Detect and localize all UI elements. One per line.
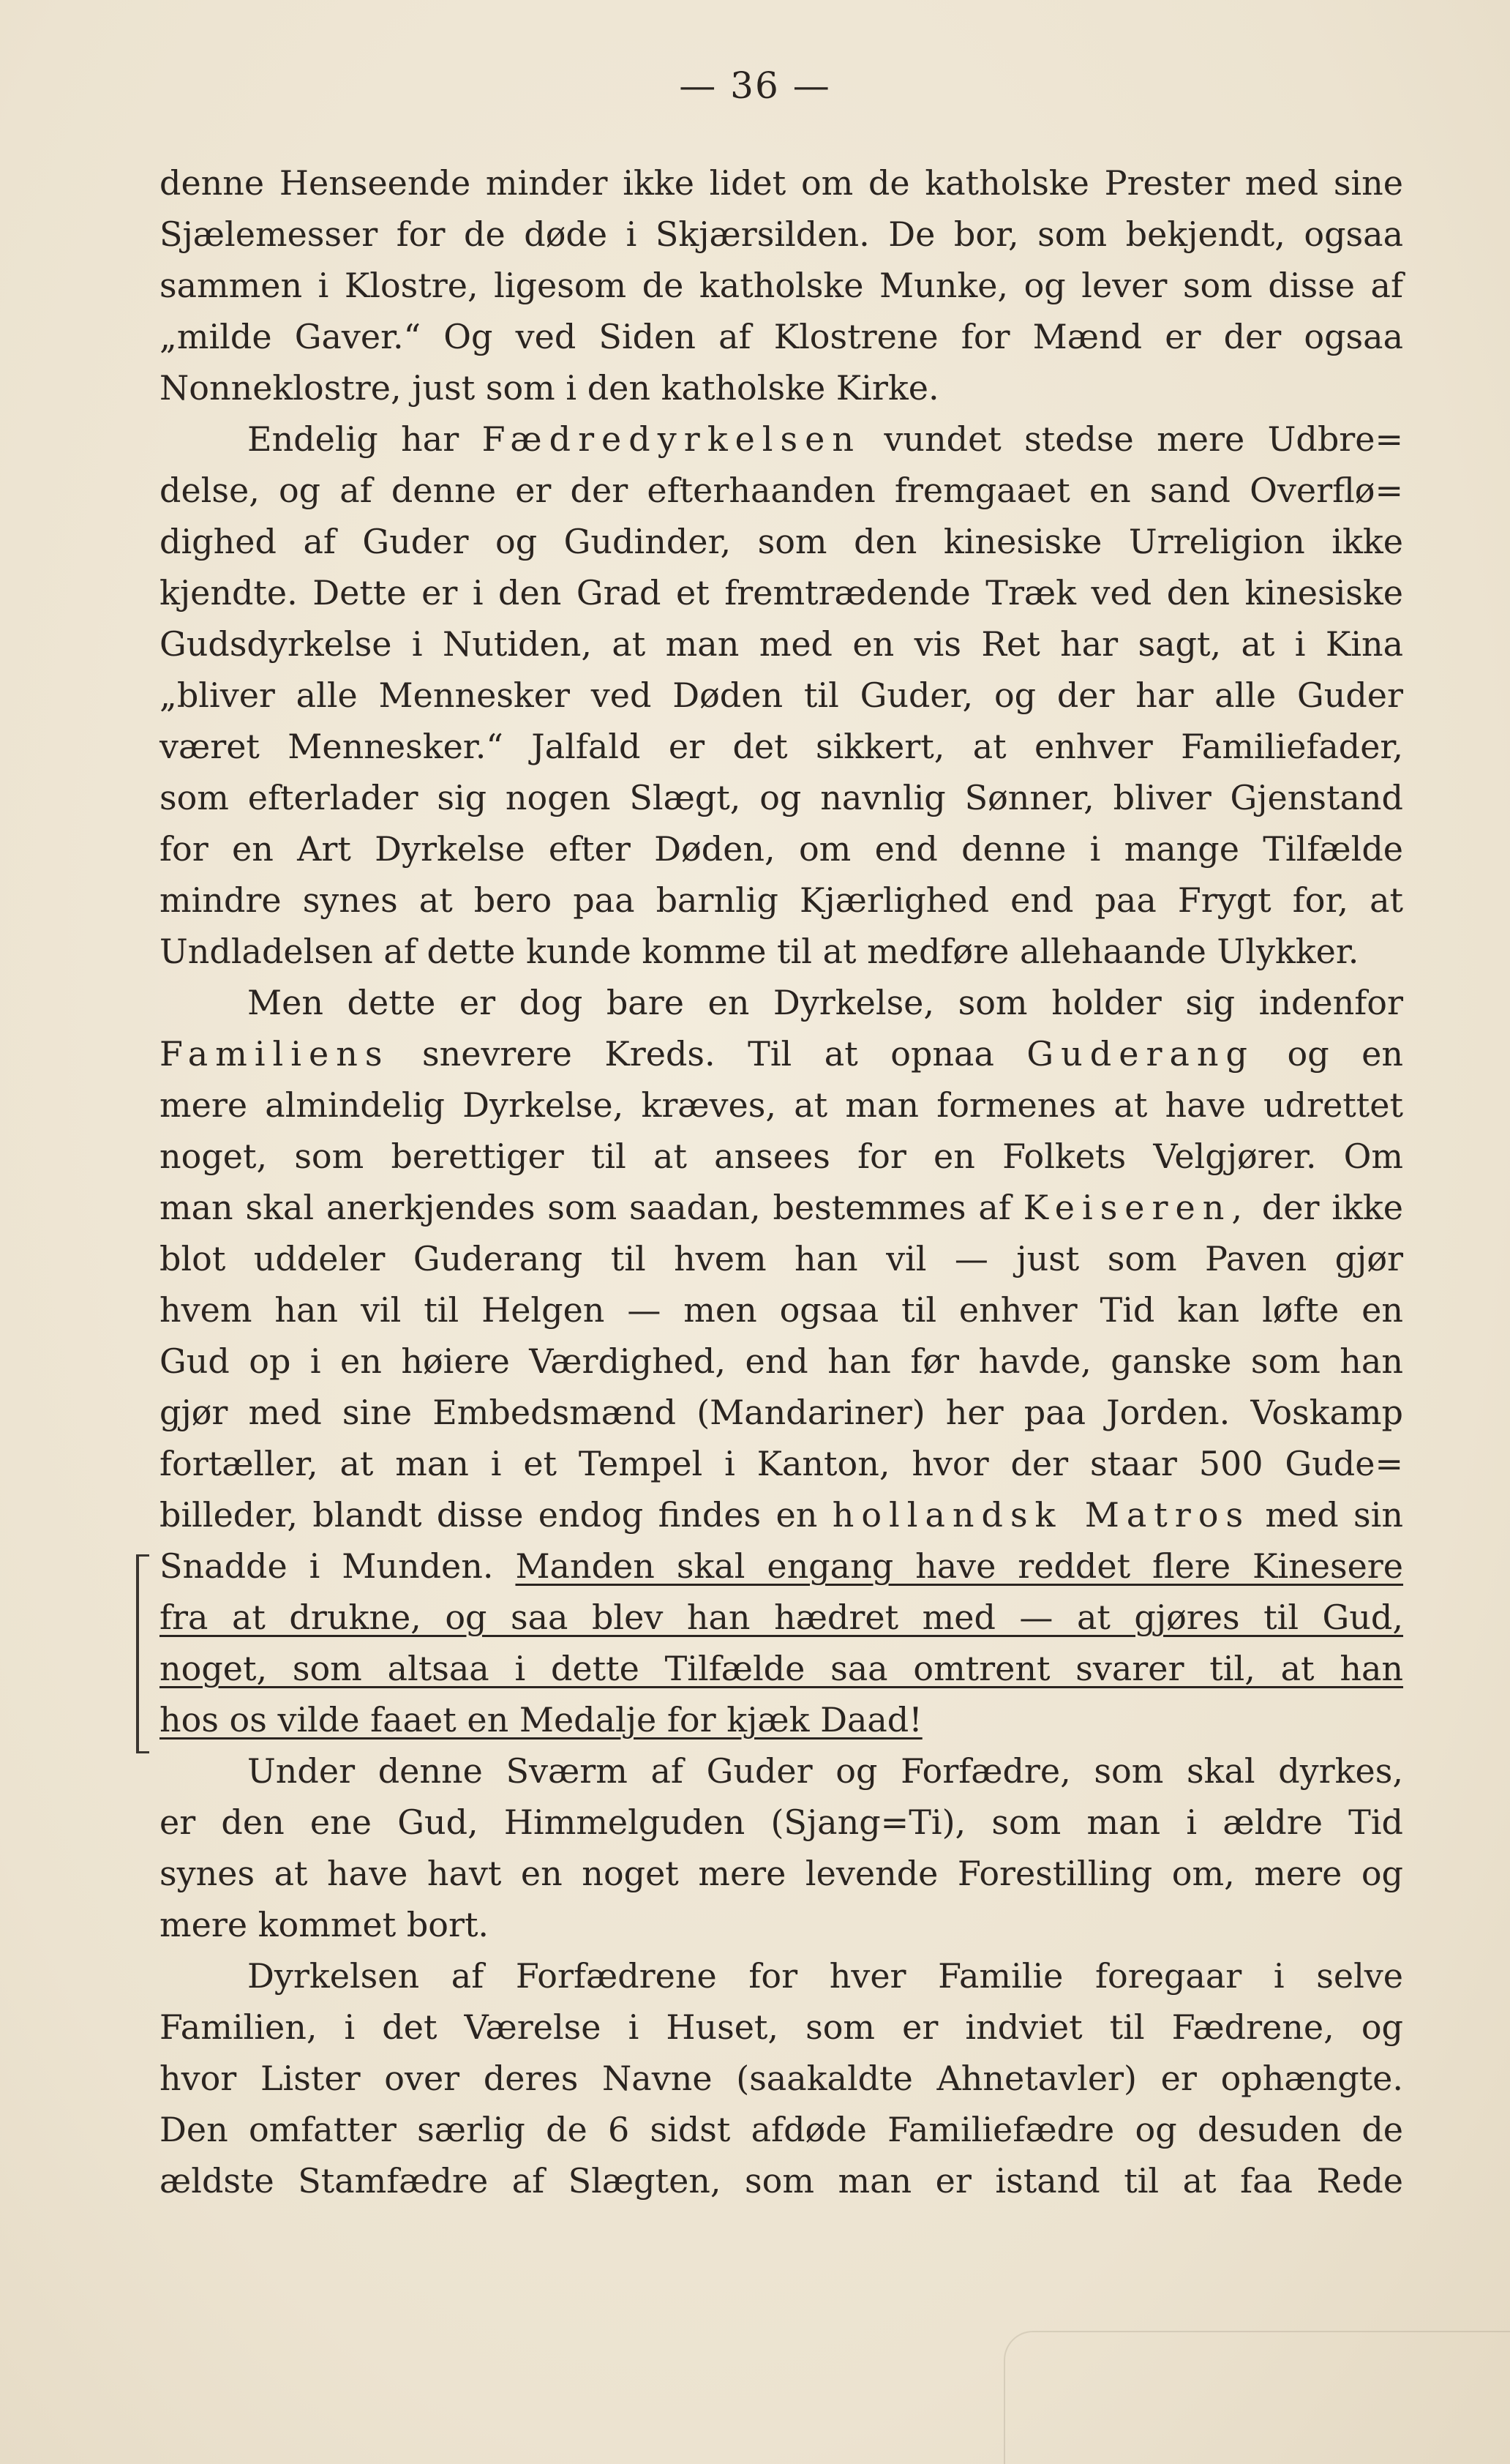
text-line	[159, 1694, 1403, 1745]
page-number: — 36 —	[679, 64, 831, 107]
text-span: Endelig har	[247, 419, 459, 459]
text-span: Snadde i Munden.	[159, 1546, 494, 1586]
text-line: delse, og af denne er der efterhaanden fremgaaet en sand Overflø=	[159, 471, 1403, 510]
text-line: som efterlader sig nogen Slægt, og navnlig Sønner, bliver Gjenstand	[159, 778, 1403, 817]
text-line: Den omfatter særlig de 6 sidst afdøde Familiefædre og desuden de	[159, 2110, 1403, 2149]
text-span: med sin	[1265, 1495, 1403, 1535]
text-line: mindre synes at bero paa barnlig Kjærlighed end paa Frygt for, at	[159, 880, 1403, 920]
text-line: denne Henseende minder ikke lidet om de katholske Prester med sine	[159, 163, 1403, 203]
text-line: Under denne Sværm af Guder og Forfædre, som skal dyrkes,	[247, 1751, 1403, 1791]
text-span: og en	[1287, 1034, 1404, 1074]
text-line: ældste Stamfædre af Slægten, som man er istand til at faa Rede	[159, 2161, 1403, 2201]
text-line: fortæller, at man i et Tempel i Kanton, hvor der staar 500 Gude=	[159, 1444, 1403, 1483]
text-line: hvor Lister over deres Navne (saakaldte Ahnetavler) er ophængte.	[159, 2059, 1403, 2098]
text-line	[159, 1540, 1403, 1592]
emphasis-guderang: Guderang	[1026, 1034, 1255, 1074]
text-line: synes at have havt en noget mere levende Forestilling om, mere og	[159, 1854, 1403, 1893]
text-span: billeder, blandt disse endog findes en	[159, 1495, 818, 1535]
emphasis-keiseren: Keiseren,	[1023, 1188, 1250, 1227]
text-line: for en Art Dyrkelse efter Døden, om end denne i mange Tilfælde	[159, 829, 1403, 869]
margin-bracket-mark	[136, 1554, 149, 1753]
text-line: blot uddeler Guderang til hvem han vil — just som Paven gjør	[159, 1239, 1403, 1278]
text-line: Undladelsen af dette kunde komme til at medføre allehaande Ulykker.	[159, 932, 1359, 971]
text-line	[159, 1592, 1403, 1643]
text-line	[159, 1643, 1403, 1694]
text-line: Gudsdyrkelse i Nutiden, at man med en vis Ret har sagt, at i Kina	[159, 624, 1403, 664]
text-line: „bliver alle Mennesker ved Døden til Guder, og der har alle Guder	[159, 675, 1403, 715]
text-line: Dyrkelsen af Forfædrene for hver Familie foregaar i selve	[247, 1956, 1403, 1996]
text-line: mere almindelig Dyrkelse, kræves, at man formenes at have udrettet	[159, 1085, 1403, 1125]
text-line: Sjælemesser for de døde i Skjærsilden. De bor, som bekjendt, ogsaa	[159, 214, 1403, 254]
text-line: dighed af Guder og Gudinder, som den kinesiske Urreligion ikke	[159, 522, 1403, 561]
underlined-passage: noget, som altsaa i dette Tilfælde saa omtrent svarer til, at han	[159, 1649, 1403, 1688]
emphasis-hollandsk-matros: hollandsk Matros	[832, 1495, 1251, 1535]
text-line: Nonneklostre, just som i den katholske Kirke.	[159, 368, 939, 408]
text-line: er den ene Gud, Himmelguden (Sjang=Ti), som man i ældre Tid	[159, 1802, 1403, 1842]
underlined-passage: fra at drukne, og saa blev han hædret med — at gjøres til Gud,	[159, 1598, 1403, 1637]
text-line: sammen i Klostre, ligesom de katholske Munke, og lever som disse af	[159, 266, 1403, 305]
text-line: Familien, i det Værelse i Huset, som er indviet til Fædrene, og	[159, 2007, 1403, 2047]
page-corner-shadow	[1004, 2331, 1510, 2464]
text-line: gjør med sine Embedsmænd (Mandariner) her paa Jorden. Voskamp	[159, 1393, 1403, 1432]
text-line: Gud op i en høiere Værdighed, end han før havde, ganske som han	[159, 1341, 1403, 1381]
text-line	[159, 413, 1403, 465]
emphasis-fadredyrkelsen: Fædredyrkelsen	[481, 419, 861, 459]
text-line: været Mennesker.“ Jalfald er det sikkert, at enhver Familiefader,	[159, 727, 1403, 766]
emphasis-familiens: Familiens	[159, 1034, 390, 1074]
underlined-passage: Manden skal engang have reddet flere Kinesere	[515, 1546, 1404, 1586]
text-line: noget, som berettiger til at ansees for en Folkets Velgjører. Om	[159, 1136, 1403, 1176]
underlined-passage: hos os vilde faaet en Medalje for kjæk Daad!	[159, 1700, 923, 1740]
text-line: mere kommet bort.	[159, 1905, 489, 1944]
text-line: Men dette er dog bare en Dyrkelse, som holder sig indenfor	[247, 983, 1403, 1022]
text-line	[159, 1489, 1403, 1540]
text-line	[159, 1182, 1403, 1233]
text-span: snevrere Kreds. Til at opnaa	[421, 1034, 994, 1074]
text-line: kjendte. Dette er i den Grad et fremtrædende Træk ved den kinesiske	[159, 573, 1403, 613]
text-span: man skal anerkjendes som saadan, bestemmes af	[159, 1188, 1011, 1227]
text-span: der ikke	[1261, 1188, 1404, 1227]
text-line	[159, 1028, 1403, 1079]
body-text	[159, 157, 1403, 2206]
text-span: vundet stedse mere Udbre=	[884, 419, 1404, 459]
text-line: hvem han vil til Helgen — men ogsaa til enhver Tid kan løfte en	[159, 1290, 1403, 1330]
text-line: „milde Gaver.“ Og ved Siden af Klostrene for Mænd er der ogsaa	[159, 317, 1403, 356]
